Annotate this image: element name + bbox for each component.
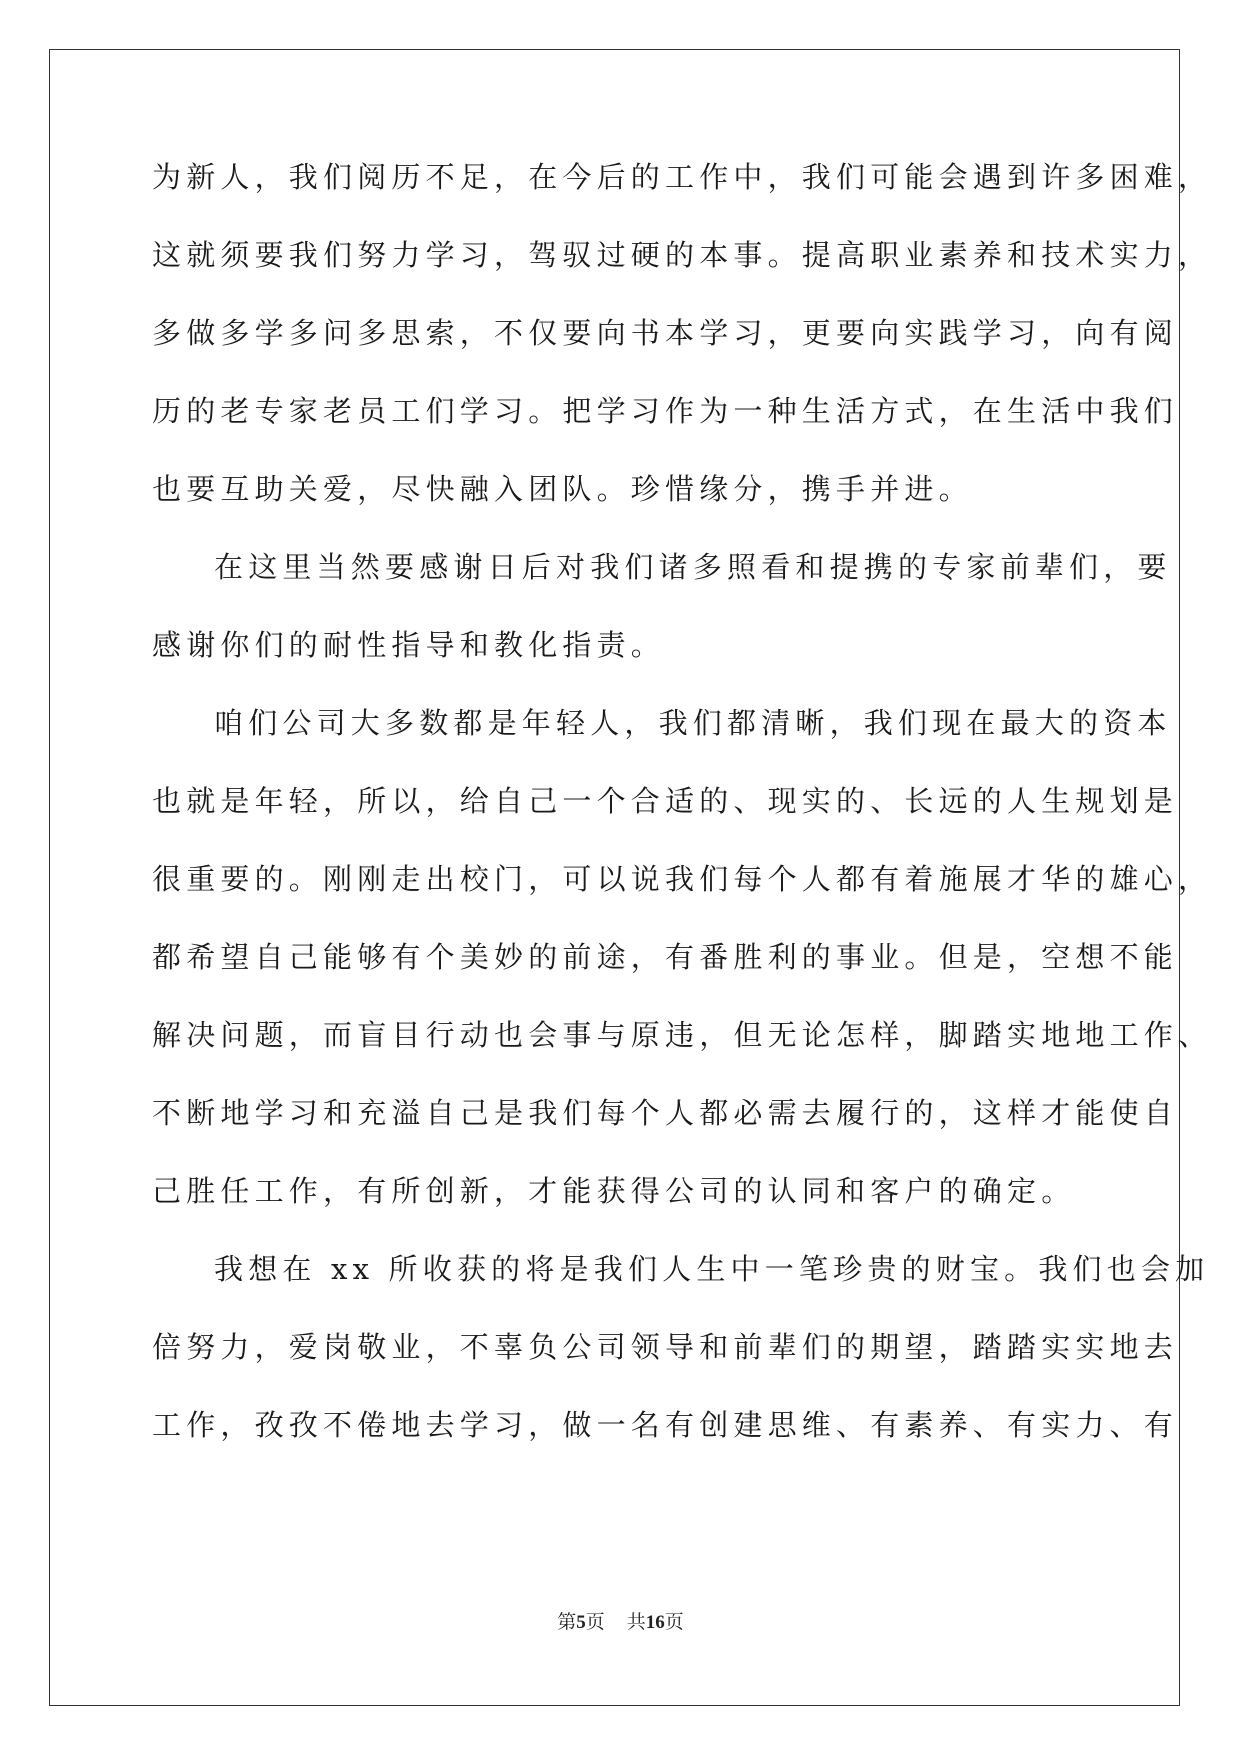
text-line: 为新人，我们阅历不足，在今后的工作中，我们可能会遇到许多困难， xyxy=(152,160,1213,194)
text-line: 这就须要我们努力学习，驾驭过硬的本事。提高职业素养和技术实力， xyxy=(152,238,1213,272)
paragraph-start-line: 咱们公司大多数都是年轻人，我们都清晰，我们现在最大的资本 xyxy=(214,706,1172,740)
page-suffix: 页 xyxy=(585,1611,605,1633)
text-line: 倍努力，爱岗敬业，不辜负公司领导和前辈们的期望，踏踏实实地去 xyxy=(152,1330,1179,1364)
paragraph-start-line: 在这里当然要感谢日后对我们诸多照看和提携的专家前辈们，要 xyxy=(214,550,1172,584)
text-line: 也就是年轻，所以，给自己一个合适的、现实的、长远的人生规划是 xyxy=(152,784,1179,818)
paragraph-start-line: 我想在 xx 所收获的将是我们人生中一笔珍贵的财宝。我们也会加 xyxy=(214,1252,1210,1286)
text-line: 己胜任工作，有所创新，才能获得公司的认同和客户的确定。 xyxy=(152,1174,1076,1208)
total-pages: 16 xyxy=(645,1612,665,1633)
text-line: 也要互助关爱，尽快融入团队。珍惜缘分，携手并进。 xyxy=(152,472,973,506)
text-line: 感谢你们的耐性指导和教化指责。 xyxy=(152,628,666,662)
text-line: 都希望自己能够有个美妙的前途，有番胜利的事业。但是，空想不能 xyxy=(152,940,1179,974)
text-line: 不断地学习和充溢自己是我们每个人都必需去履行的，这样才能使自 xyxy=(152,1096,1179,1130)
document-body xyxy=(152,160,1213,1486)
page-number: 5 xyxy=(576,1612,586,1633)
text-line: 很重要的。刚刚走出校门，可以说我们每个人都有着施展才华的雄心， xyxy=(152,862,1213,896)
page-prefix: 第 xyxy=(557,1611,577,1633)
total-suffix: 页 xyxy=(664,1611,684,1633)
text-line: 解决问题，而盲目行动也会事与原违，但无论怎样，脚踏实地地工作、 xyxy=(152,1018,1213,1052)
total-prefix: 共 xyxy=(626,1611,646,1633)
text-line: 工作，孜孜不倦地去学习，做一名有创建思维、有素养、有实力、有 xyxy=(152,1408,1179,1442)
text-line: 历的老专家老员工们学习。把学习作为一种生活方式，在生活中我们 xyxy=(152,394,1179,428)
text-line: 多做多学多问多思索，不仅要向书本学习，更要向实践学习，向有阅 xyxy=(152,316,1179,350)
page-footer xyxy=(0,1611,1241,1634)
